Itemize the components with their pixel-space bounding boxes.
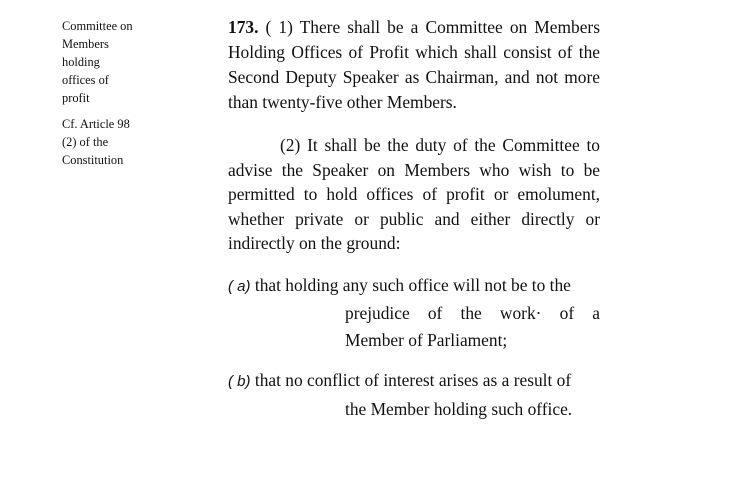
paragraph-1-text: There shall be a Committee on Members Holding Offices of Profit which shall consist of the Second Deputy Speaker as Chairman, and not more than twenty-five other Members. xyxy=(228,17,600,112)
clause-b-label: ( b) xyxy=(228,373,251,390)
clause-a-line-2: prejudice of the work· of a xyxy=(345,303,600,323)
section-body xyxy=(228,15,600,422)
margin-note-title: Committee on Members holding offices of profit xyxy=(62,19,133,105)
clause-a-first-line xyxy=(228,272,600,301)
paragraph-2 xyxy=(228,133,600,256)
clause-b-line-2: the Member holding such office. xyxy=(345,398,573,419)
clause-a-continuation xyxy=(345,300,600,353)
paragraph-2-number: (2) xyxy=(280,135,301,155)
margin-note-reference: Cf. Article 98 (2) of the Constitution xyxy=(62,117,130,167)
clause-a-line-3: Member of Parliament; xyxy=(345,329,508,350)
paragraph-1 xyxy=(228,15,600,115)
clause-b-first-line xyxy=(228,367,600,396)
paragraph-1-number: ( 1) xyxy=(265,17,293,37)
paragraph-2-text: It shall be the duty of the Committee to advise the Speaker on Members who wish to be permitted to hold offices of profit or emolument, whether private or public and either directly or indirectly on the ground: xyxy=(228,135,600,253)
clause-a xyxy=(228,272,600,354)
clause-b xyxy=(228,367,600,422)
margin-notes xyxy=(62,17,154,169)
clause-a-label: ( a) xyxy=(228,277,251,295)
clause-b-continuation xyxy=(345,396,600,423)
clause-b-line-1: that no conflict of interest arises as a result of xyxy=(254,370,572,390)
section-number: 173. xyxy=(228,17,259,37)
clause-a-line-1: that holding any such office will not be to the xyxy=(254,274,571,295)
